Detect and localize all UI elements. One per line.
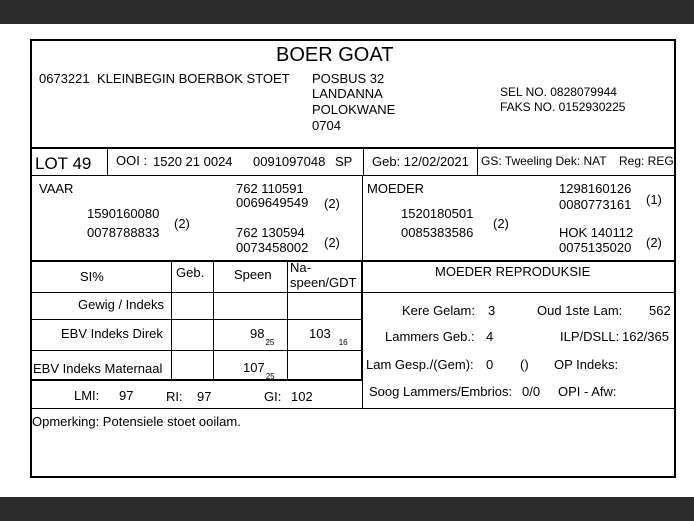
vaar-dam-id: 0073458002 <box>236 240 309 255</box>
lam-gesp-value: 0 <box>486 357 494 372</box>
divider <box>107 149 108 175</box>
vaar-sire-number: 762 110591 <box>236 181 304 196</box>
gi-value: 102 <box>291 389 313 404</box>
oud-lam-label: Oud 1ste Lam: <box>537 303 623 318</box>
reg-info: Reg: REG <box>619 154 674 168</box>
lam-gesp-label: Lam Gesp./(Gem): <box>366 357 474 372</box>
divider <box>362 380 363 408</box>
address-line-2: LANDANNA <box>312 86 383 101</box>
lmi-label: LMI: <box>74 388 100 403</box>
naspeen-header-line2: speen/GDT <box>290 275 357 290</box>
divider <box>287 262 288 380</box>
lot-number: LOT 49 <box>35 154 92 173</box>
speen-header: Speen <box>234 267 272 282</box>
ebv-direk-speen <box>250 326 275 347</box>
naspeen-header-line1: Na- <box>290 260 311 275</box>
cell-number: SEL NO. 0828079944 <box>500 85 617 99</box>
vaar-sire-id: 0069649549 <box>236 195 309 210</box>
ebv-direk-naspeen-value: 103 <box>309 326 331 341</box>
vaar-number: 1590160080 <box>87 206 160 221</box>
lam-gesp-avg: () <box>520 357 529 372</box>
breeder-name: KLEINBEGIN BOERBOK STOET <box>97 71 290 86</box>
divider <box>31 319 362 320</box>
bottom-bar <box>0 497 694 521</box>
row-ebv-maternaal-label: EBV Indeks Maternaal <box>33 361 163 376</box>
ooi-id: 0091097048 <box>253 154 326 169</box>
moeder-grade: (2) <box>493 216 509 231</box>
row-ebv-direk-label: EBV Indeks Direk <box>61 326 163 341</box>
address-line-3: POLOKWANE <box>312 102 396 117</box>
geb-header: Geb. <box>176 265 205 280</box>
ooi-label: OOI : <box>116 153 148 168</box>
moeder-number: 1520180501 <box>401 206 474 221</box>
op-indeks-label: OP Indeks: <box>554 357 619 372</box>
repro-title: MOEDER REPRODUKSIE <box>435 264 591 279</box>
fax-number: FAKS NO. 0152930225 <box>500 100 626 114</box>
vaar-dam-grade: (2) <box>324 235 340 250</box>
birth-date: Geb: 12/02/2021 <box>372 154 469 169</box>
ri-value: 97 <box>197 389 212 404</box>
moeder-dam-grade: (2) <box>646 235 662 250</box>
moeder-dam-number: HOK 140112 <box>559 225 634 240</box>
breeder-code: 0673221 <box>39 71 90 86</box>
lammers-geb-label: Lammers Geb.: <box>385 329 475 344</box>
top-bar <box>0 0 694 24</box>
row-gewig-label: Gewig / Indeks <box>78 297 164 312</box>
divider <box>171 262 172 380</box>
address-line-4: 0704 <box>312 118 341 133</box>
divider <box>362 175 363 261</box>
ebv-direk-speen-value: 98 <box>250 326 265 341</box>
moeder-sire-id: 0080773161 <box>559 197 632 212</box>
ilp-value: 162/365 <box>622 329 669 344</box>
ri-label: RI: <box>166 389 183 404</box>
moeder-sire-number: 1298160126 <box>559 181 632 196</box>
ebv-maternaal-speen-accuracy: 25 <box>265 372 275 381</box>
page-title: BOER GOAT <box>276 44 394 66</box>
ebv-maternaal-speen <box>243 360 275 381</box>
remark: Opmerking: Potensiele stoet ooilam. <box>32 414 241 429</box>
ebv-direk-speen-accuracy: 25 <box>265 338 275 347</box>
ebv-direk-naspeen <box>309 326 348 347</box>
ooi-grade: SP <box>335 154 353 169</box>
gi-label: GI: <box>264 389 282 404</box>
si-header: SI% <box>80 269 104 284</box>
divider <box>477 149 478 175</box>
divider <box>31 292 362 293</box>
moeder-id: 0085383586 <box>401 225 474 240</box>
divider <box>363 292 675 293</box>
divider <box>31 147 675 149</box>
divider <box>363 149 364 175</box>
kere-gelam-label: Kere Gelam: <box>402 303 475 318</box>
divider <box>31 175 675 176</box>
soog-label: Soog Lammers/Embrios: <box>369 384 513 399</box>
lammers-geb-value: 4 <box>486 329 494 344</box>
opi-afw-label: OPI - Afw: <box>558 384 617 399</box>
vaar-grade: (2) <box>174 216 190 231</box>
vaar-id: 0078788833 <box>87 225 160 240</box>
ebv-direk-naspeen-accuracy: 16 <box>338 338 348 347</box>
divider <box>213 262 214 380</box>
moeder-label: MOEDER <box>367 181 425 196</box>
oud-lam-value: 562 <box>649 303 671 318</box>
ilp-label: ILP/DSLL: <box>560 329 620 344</box>
vaar-sire-grade: (2) <box>324 196 340 211</box>
moeder-dam-id: 0075135020 <box>559 240 632 255</box>
moeder-sire-grade: (1) <box>646 192 662 207</box>
ebv-maternaal-speen-value: 107 <box>243 360 265 375</box>
vaar-dam-number: 762 130594 <box>236 225 305 240</box>
gs-info: GS: Tweeling Dek: NAT <box>481 154 607 168</box>
vaar-label: VAAR <box>39 181 74 196</box>
lmi-value: 97 <box>119 388 134 403</box>
soog-value: 0/0 <box>522 384 541 399</box>
address-line-1: POSBUS 32 <box>312 71 385 86</box>
divider <box>31 350 362 351</box>
divider <box>31 408 675 409</box>
kere-gelam-value: 3 <box>488 303 496 318</box>
ooi-number: 1520 21 0024 <box>153 154 233 169</box>
